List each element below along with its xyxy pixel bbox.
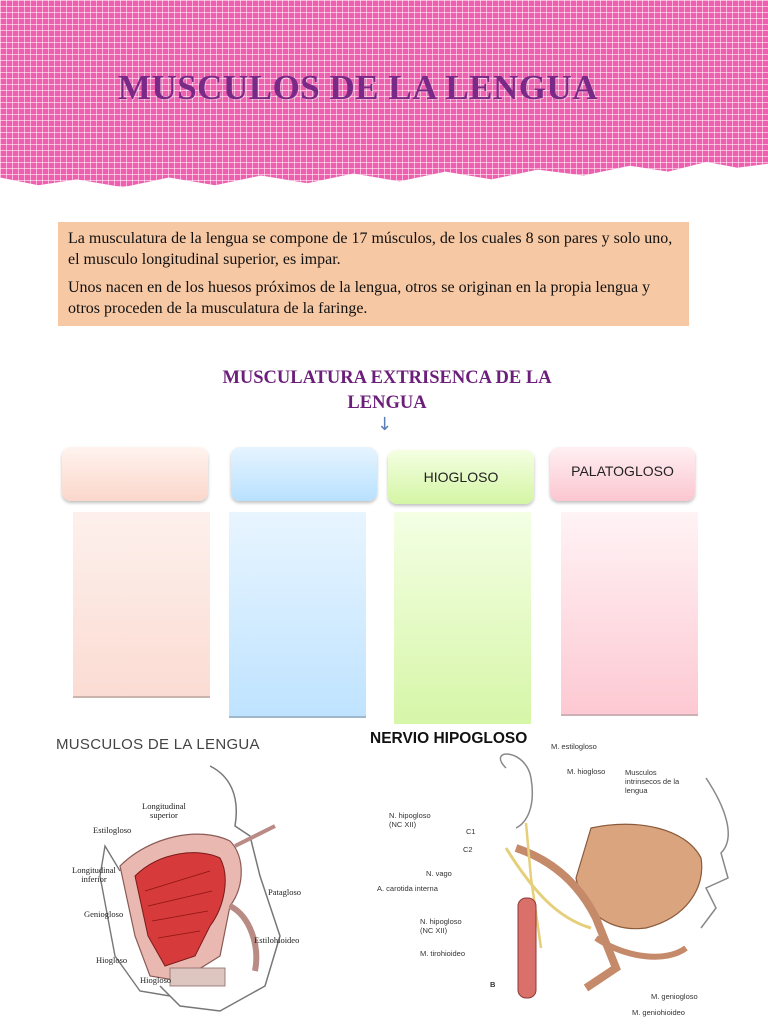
label-patagloso: Patagloso xyxy=(268,887,302,897)
muscle-box-hiogloso xyxy=(388,450,534,504)
label-m-geniogloso: M. geniogloso xyxy=(651,992,698,1001)
label-hiogloso-2: Hiogloso xyxy=(140,975,172,985)
muscle-column-1 xyxy=(73,512,210,698)
muscle-box-2 xyxy=(231,447,377,501)
label-n-hipogloso-1: N. hipogloso (NC XII) xyxy=(389,811,431,829)
hypoglossal-nerve-figure xyxy=(356,728,760,1020)
label-m-geniohioideo: M. geniohioideo xyxy=(632,1008,685,1017)
intro-paragraph-2: Unos nacen en de los huesos próximos de la lengua, otros se originan en la propia lengua y otros proceden de la musculatura de la faringe. xyxy=(68,279,651,317)
muscle-box-4-label: PALATOGLOSO xyxy=(571,463,674,479)
arrow-down-icon: ↓ xyxy=(377,414,393,435)
label-longitudinal-inferior: Longitudinal inferior xyxy=(72,865,116,884)
page-title: MUSCULOS DE LA LENGUA xyxy=(117,68,599,107)
figure-right-title: NERVIO HIPOGLOSO xyxy=(370,730,528,747)
label-c2: C2 xyxy=(463,845,473,854)
section-title: MUSCULATURA EXTRISENCA DE LA LENGUA xyxy=(222,368,552,413)
label-b: B xyxy=(490,980,496,989)
figure-left-caption: MUSCULOS DE LA LENGUA xyxy=(56,736,260,753)
muscle-box-3-label: HIOGLOSO xyxy=(423,469,499,485)
label-musculos-intrinsecos: Musculos intrinsecos de la lengua xyxy=(625,768,680,795)
muscle-column-4 xyxy=(561,512,698,716)
label-estilogloso: Estilogloso xyxy=(93,825,132,835)
muscle-box-1 xyxy=(62,447,208,501)
intro-paragraph-1: La musculatura de la lengua se compone de 17 músculos, de los cuales 8 son pares y solo uno, el musculo longitudinal superior, es impar. xyxy=(68,230,673,268)
tongue-muscles-illustration xyxy=(60,756,350,1018)
label-c1: C1 xyxy=(466,827,476,836)
label-m-hiogloso: M. hiogloso xyxy=(567,767,606,776)
label-n-vago: N. vago xyxy=(426,869,452,878)
label-n-hipogloso-2: N. hipogloso (NC XII) xyxy=(420,917,462,935)
label-geniogloso: Geniogloso xyxy=(84,909,124,919)
muscle-box-palatogloso xyxy=(550,447,695,501)
label-a-carotida-interna: A. carotida interna xyxy=(377,884,438,893)
label-m-tirohioideo: M. tirohioideo xyxy=(420,949,466,958)
intro-box xyxy=(58,222,689,326)
label-hiogloso-1: Hiogloso xyxy=(96,955,128,965)
hypoglossal-nerve-illustration xyxy=(356,728,760,1020)
label-longitudinal-superior: Longitudinal superior xyxy=(142,801,186,820)
muscle-column-2 xyxy=(229,512,366,718)
label-m-estilogloso: M. estilogloso xyxy=(551,742,597,751)
label-estilohioideo: Estilohioideo xyxy=(254,935,300,945)
muscle-column-3 xyxy=(394,512,531,724)
